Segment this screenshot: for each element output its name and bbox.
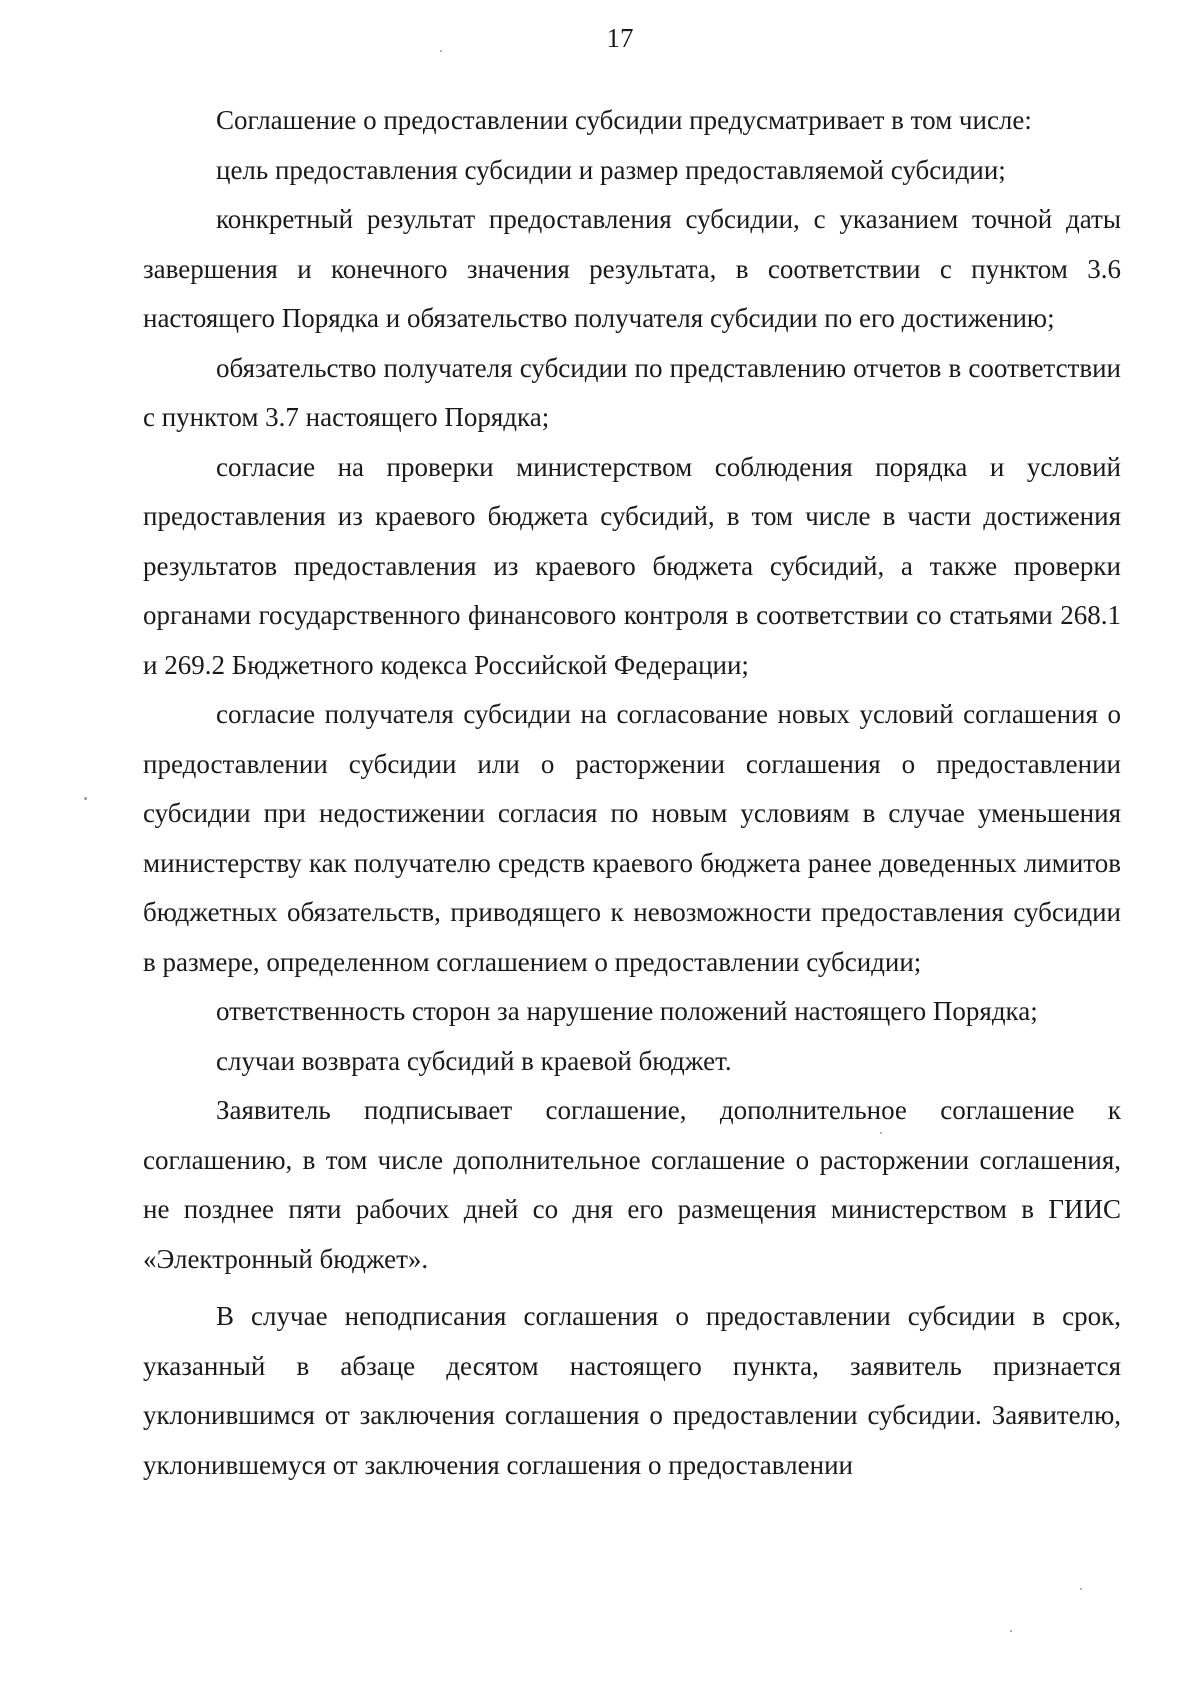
- paragraph-specific-result: конкретный результат предоставления субсидии, с указанием точной даты завершения и конечного значения результата, в соответствии с пунктом 3.6 настоящего Порядка и обязательство получателя субсидии по его достижению;: [143, 204, 1121, 333]
- scan-speck: [84, 797, 87, 800]
- paragraph-non-signing: В случае неподписания соглашения о предоставлении субсидии в срок, указанный в абзаце десятом настоящего пункта, заявитель признается уклонившимся от заключения соглашения о предоставлении субсидии. Заявителю, уклонившемуся от заключения соглашения о предоставлении: [143, 1301, 1121, 1480]
- paragraph-applicant-signs: Заявитель подписывает соглашение, дополнительное соглашение к соглашению, в том числе дополнительное соглашение о расторжении соглашения, не позднее пяти рабочих дней со дня его размещения министерством в ГИИС «Электронный бюджет».: [143, 1095, 1121, 1274]
- paragraph-reporting-obligation: обязательство получателя субсидии по представлению отчетов в соответствии с пунктом 3.7 настоящего Порядка;: [143, 352, 1121, 432]
- paragraph-consent-new-terms: согласие получателя субсидии на согласование новых условий соглашения о предоставлении субсидии или о расторжении соглашения о предоставлении субсидии при недостижении согласия по новым условиям в случае уменьшения министерству как получателю средств краевого бюджета ранее доведенных лимитов бюджетных обязательств, приводящего к невозможности предоставления субсидии в размере, определенном соглашением о предоставлении субсидии;: [143, 699, 1121, 977]
- scan-speck: [440, 50, 442, 52]
- paragraph-subsidy-purpose: цель предоставления субсидии и размер предоставляемой субсидии;: [216, 154, 1006, 185]
- paragraph-refund-cases: случаи возврата субсидий в краевой бюджет.: [216, 1045, 732, 1076]
- page-number: 17: [606, 23, 634, 53]
- document-body: [143, 96, 1121, 1490]
- scan-speck: [1010, 1630, 1012, 1632]
- scan-speck: [1080, 1588, 1082, 1590]
- paragraph-consent-to-inspections: согласие на проверки министерством соблюдения порядка и условий предоставления из краевого бюджета субсидий, в том числе в части достижения результатов предоставления из краевого бюджета субсидий, а также проверки органами государственного финансового контроля в соответствии со статьями 268.1 и 269.2 Бюджетного кодекса Российской Федерации;: [143, 451, 1121, 680]
- scan-speck: [880, 1132, 882, 1134]
- paragraph-agreement-intro: Соглашение о предоставлении субсидии предусматривает в том числе:: [216, 105, 1032, 135]
- paragraph-party-liability: ответственность сторон за нарушение положений настоящего Порядка;: [216, 996, 1038, 1026]
